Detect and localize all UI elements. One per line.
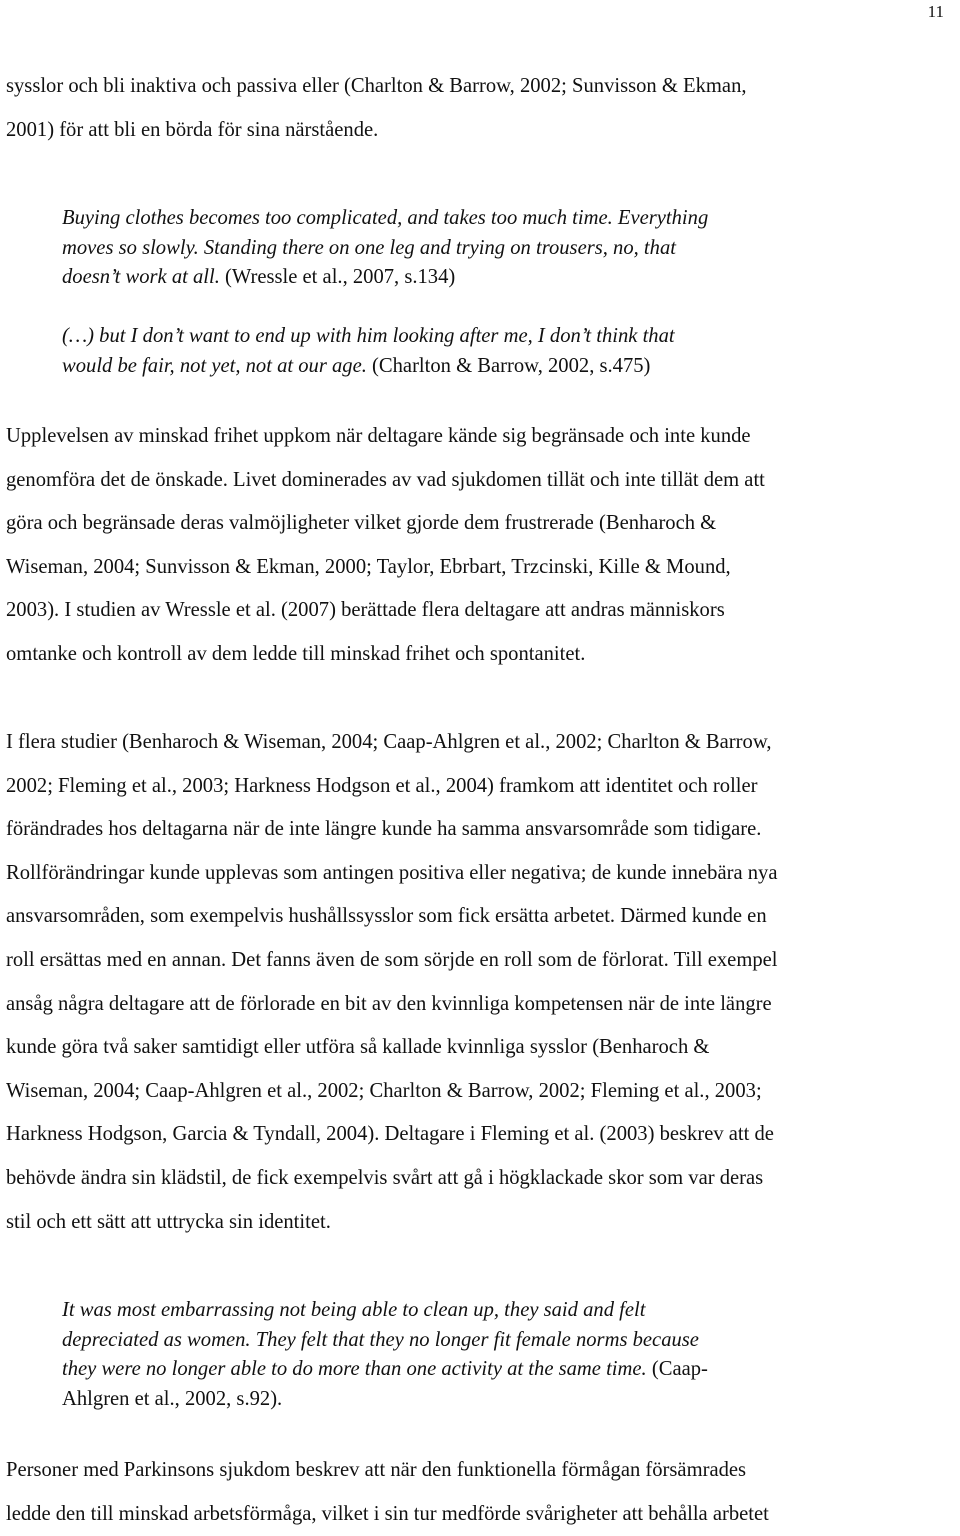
quote-citation: (Wressle et al., 2007, s.134) [219,266,456,288]
quote-line [62,1355,942,1385]
paragraph-intro [6,65,954,152]
text-line: Wiseman, 2004; Sunvisson & Ekman, 2000; Taylor, Ebrbart, Trzcinski, Kille & Mound, [6,555,731,578]
quote-line [62,204,942,234]
text-line: stil och ett sätt att uttrycka sin identitet. [6,1210,331,1233]
text-line: Harkness Hodgson, Garcia & Tyndall, 2004). Deltagare i Fleming et al. (2003) beskrev att de [6,1123,774,1146]
paragraph-freedom [6,415,954,677]
text-line: ansåg några deltagare att de förlorade en bit av den kvinnliga kompetensen när de inte längre [6,992,772,1015]
quote-italic-text: depreciated as women. They felt that they no longer fit female norms because [62,1328,699,1351]
quote-italic-text: It was most embarrassing not being able to clean up, they said and felt [62,1299,646,1321]
quote-line [62,1326,942,1356]
text-line: ledde den till minskad arbetsförmåga, vilket i sin tur medförde svårigheter att behålla arbetet [6,1502,769,1525]
block-quote-wressle [62,204,942,293]
text-line: I flera studier (Benharoch & Wiseman, 2004; Caap-Ahlgren et al., 2002; Charlton & Barrow, [6,731,772,753]
block-quote-charlton [62,322,942,381]
quote-citation: (Caap- [646,1358,708,1380]
text-line: behövde ändra sin klädstil, de fick exempelvis svårt att gå i högklackade skor som var deras [6,1166,764,1189]
text-line: 2001) för att bli en börda för sina närstående. [6,118,379,141]
quote-citation: (Charlton & Barrow, 2002, s.475) [366,354,651,377]
quote-citation: Ahlgren et al., 2002, s.92). [62,1387,283,1410]
quote-italic-text: would be fair, not yet, not at our age. [62,354,367,377]
quote-italic-text: Buying clothes becomes too complicated, and takes too much time. Everything [62,207,709,229]
text-line: kunde göra två saker samtidigt eller utföra så kallade kvinnliga sysslor (Benharoch & [6,1036,710,1059]
text-line: förändrades hos deltagarna när de inte längre kunde ha samma ansvarsområde som tidigare. [6,818,762,841]
quote-italic-text: moves so slowly. Standing there on one leg and trying on trousers, no, that [62,236,676,259]
quote-line [62,263,942,293]
quote-line [62,234,942,264]
text-line: 2002; Fleming et al., 2003; Harkness Hodgson et al., 2004) framkom att identitet och roller [6,774,758,797]
text-line: Personer med Parkinsons sjukdom beskrev att när den funktionella förmågan försämrades [6,1459,747,1481]
quote-line [62,1296,942,1326]
quote-italic-text: doesn’t work at all. [62,266,220,288]
paragraph-work [6,1449,954,1536]
block-quote-caap-ahlgren [62,1296,942,1414]
text-line: genomföra det de önskade. Livet dominerades av vad sjukdomen tillät och inte tillät dem att [6,468,765,491]
text-line: Rollförändringar kunde upplevas som antingen positiva eller negativa; de kunde innebära nya [6,861,778,884]
text-line: göra och begränsade deras valmöjligheter vilket gjorde dem frustrerade (Benharoch & [6,512,717,535]
text-line: Wiseman, 2004; Caap-Ahlgren et al., 2002; Charlton & Barrow, 2002; Fleming et al., 2003; [6,1079,762,1102]
paragraph-roles [6,721,954,1244]
text-line: omtanke och kontroll av dem ledde till minskad frihet och spontanitet. [6,642,586,665]
quote-line [62,1385,942,1415]
page-number: 11 [927,2,944,21]
text-line: roll ersättas med en annan. Det fanns även de som sörjde en roll som de förlorat. Till exempel [6,948,778,971]
text-line: sysslor och bli inaktiva och passiva eller (Charlton & Barrow, 2002; Sunvisson & Ekman, [6,75,747,97]
text-line: Upplevelsen av minskad frihet uppkom när deltagare kände sig begränsade och inte kunde [6,425,751,447]
text-line: ansvarsområden, som exempelvis hushållssysslor som fick ersätta arbetet. Därmed kunde en [6,905,767,928]
text-line: 2003). I studien av Wressle et al. (2007) berättade flera deltagare att andras människors [6,599,725,622]
quote-line [62,352,942,382]
quote-line [62,322,942,352]
quote-italic-text: they were no longer able to do more than one activity at the same time. [62,1358,647,1380]
quote-italic-text: (…) but I don’t want to end up with him looking after me, I don’t think that [62,325,675,347]
